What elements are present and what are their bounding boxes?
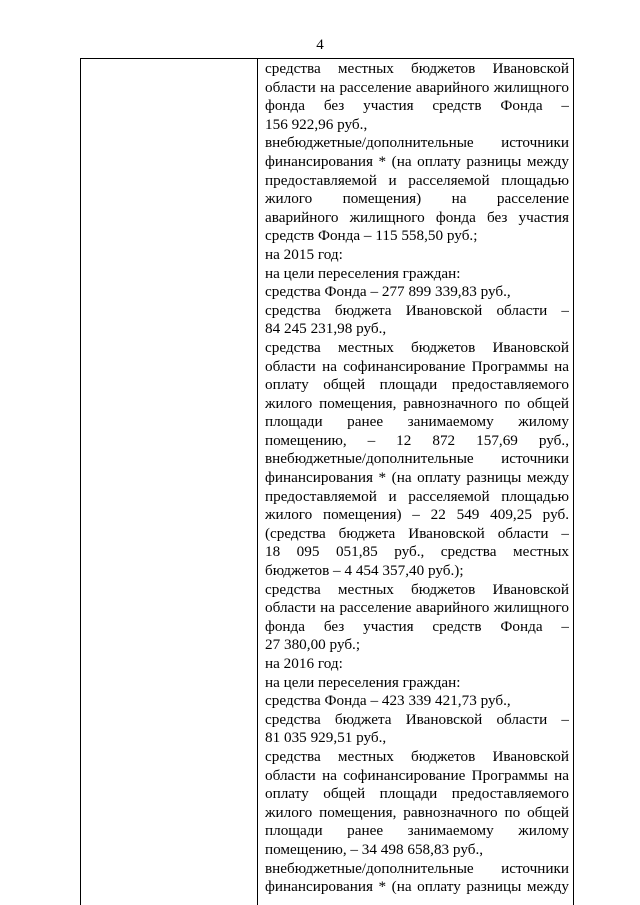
text-line: средства местных бюджетов Ивановской xyxy=(265,338,569,356)
text-line: внебюджетные/дополнительные источники xyxy=(265,134,569,152)
text-line: 81 035 929,51 руб., xyxy=(265,729,387,747)
text-line: области на расселение аварийного жилищного xyxy=(265,599,569,617)
text-line: предоставляемой и расселяемой площадью xyxy=(265,171,569,189)
column-divider xyxy=(257,59,258,905)
text-line: финансирования * (на оплату разницы между xyxy=(265,152,569,170)
text-line: средства бюджета Ивановской области – xyxy=(265,301,569,319)
program-table xyxy=(80,58,574,905)
text-line: на цели переселения граждан: xyxy=(265,264,461,282)
text-line: аварийного жилищного фонда без участия xyxy=(265,208,569,226)
text-line: средств Фонда – 115 558,50 руб.; xyxy=(265,227,478,245)
text-line: оплату общей площади предоставляемого xyxy=(265,376,569,394)
text-line: внебюджетные/дополнительные источники xyxy=(265,859,569,877)
page-number: 4 xyxy=(316,37,324,53)
text-line: на 2015 год: xyxy=(265,245,343,263)
text-line: средства Фонда – 277 899 339,83 руб., xyxy=(265,283,511,301)
text-line: жилого помещения) – 22 549 409,25 руб. xyxy=(265,506,569,524)
text-line: внебюджетные/дополнительные источники xyxy=(265,450,569,468)
text-line: предоставляемой и расселяемой площадью xyxy=(265,487,569,505)
table-right-cell xyxy=(265,60,569,897)
text-line: 27 380,00 руб.; xyxy=(265,636,361,654)
text-line: средства местных бюджетов Ивановской xyxy=(265,747,569,765)
text-line: фонда без участия средств Фонда – xyxy=(265,97,569,115)
text-line: оплату общей площади предоставляемого xyxy=(265,785,569,803)
text-line: помещению, – 12 872 157,69 руб., xyxy=(265,431,569,449)
text-line: на 2016 год: xyxy=(265,655,343,672)
text-line: 156 922,96 руб., xyxy=(265,115,368,133)
text-line: на цели переселения граждан: xyxy=(265,673,461,691)
text-line: 18 095 051,85 руб., средства местных xyxy=(265,543,569,561)
text-line: средства бюджета Ивановской области – xyxy=(265,710,569,728)
text-line: жилого помещения, равнозначного по общей xyxy=(265,394,569,412)
text-line: средства местных бюджетов Ивановской xyxy=(265,580,569,598)
text-line: 84 245 231,98 руб., xyxy=(265,320,387,338)
text-line: области на софинансирование Программы на xyxy=(265,766,569,784)
text-line: жилого помещения, равнозначного по общей xyxy=(265,803,569,821)
text-line: жилого помещения) на расселение xyxy=(265,190,569,208)
text-line: (средства бюджета Ивановской области – xyxy=(265,524,569,542)
text-line: площади ранее занимаемому жилому xyxy=(265,413,569,431)
text-line: финансирования * (на оплату разницы между xyxy=(265,469,569,487)
text-line: фонда без участия средств Фонда – xyxy=(265,617,569,635)
text-line: помещению, – 34 498 658,83 руб., xyxy=(265,840,484,858)
text-line: площади ранее занимаемому жилому xyxy=(265,822,569,840)
text-line: средства Фонда – 423 339 421,73 руб., xyxy=(265,692,511,710)
text-line: области на софинансирование Программы на xyxy=(265,357,569,375)
text-line: области на расселение аварийного жилищного xyxy=(265,78,569,96)
text-line: бюджетов – 4 454 357,40 руб.); xyxy=(265,562,464,580)
text-line: средства местных бюджетов Ивановской xyxy=(265,60,569,77)
text-line: финансирования * (на оплату разницы между xyxy=(265,878,569,896)
